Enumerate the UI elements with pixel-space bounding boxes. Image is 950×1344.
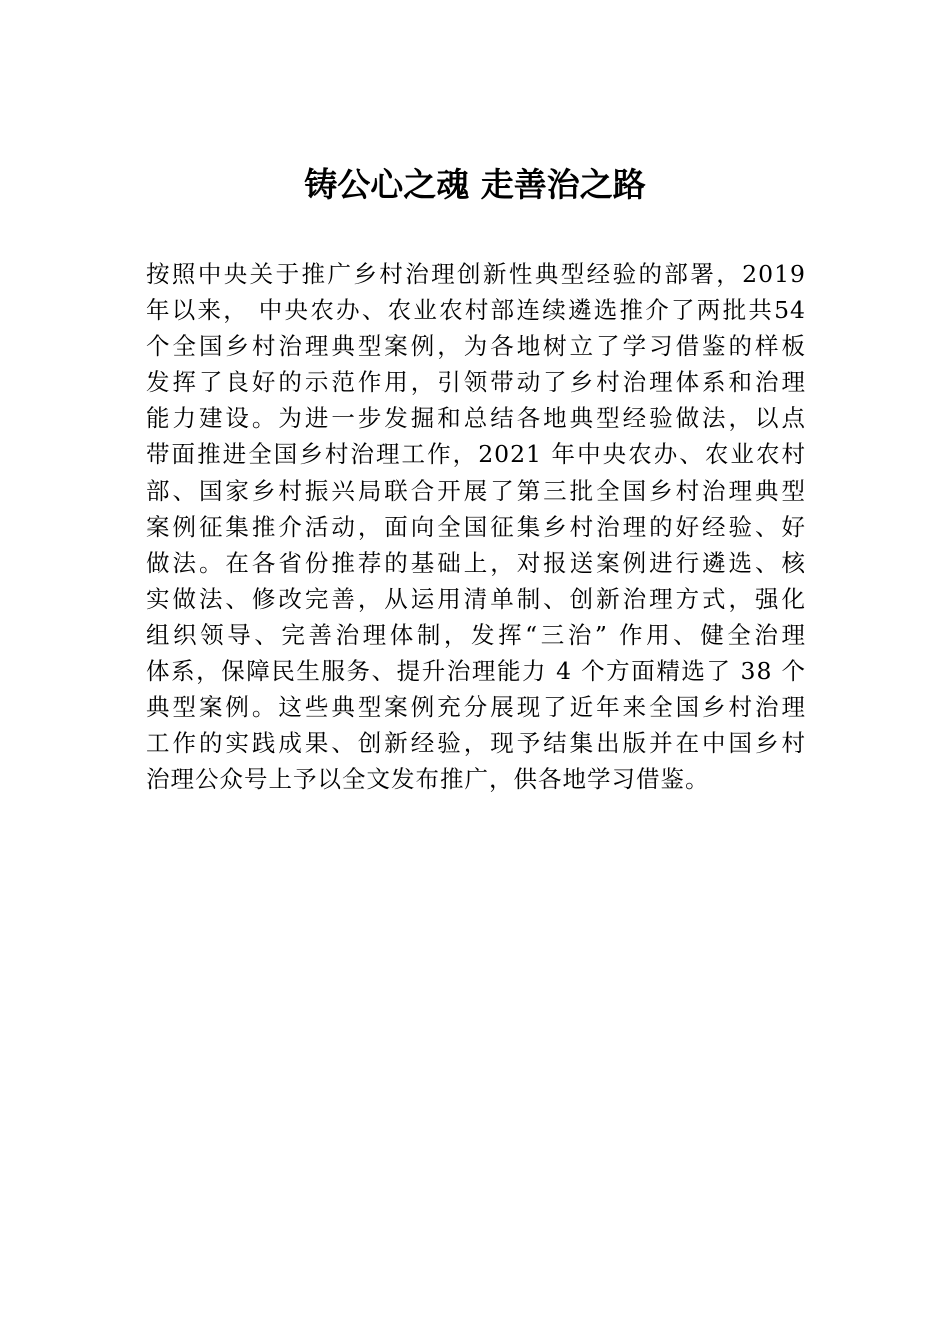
paragraph-line: 体系，保障民生服务、提升治理能力 4 个方面精选了 38 个 <box>146 657 806 686</box>
paragraph-line: 能力建设。为进一步发掘和总结各地典型经验做法，以点 <box>146 404 806 433</box>
paragraph-line: 典型案例。这些典型案例充分展现了近年来全国乡村治理 <box>146 693 806 722</box>
paragraph-line: 案例征集推介活动，面向全国征集乡村治理的好经验、好 <box>146 512 806 541</box>
paragraph-line: 年以来， 中央农办、农业农村部连续遴选推介了两批共54 <box>146 296 806 325</box>
paragraph-line: 部、国家乡村振兴局联合开展了第三批全国乡村治理典型 <box>146 476 806 505</box>
paragraph-line: 做法。在各省份推荐的基础上，对报送案例进行遴选、核 <box>146 548 806 577</box>
paragraph-line: 组织领导、完善治理体制，发挥“三治” 作用、健全治理 <box>146 620 806 649</box>
paragraph-line: 工作的实践成果、创新经验，现予结集出版并在中国乡村 <box>146 729 806 758</box>
paragraph-line: 发挥了良好的示范作用，引领带动了乡村治理体系和治理 <box>146 368 806 397</box>
paragraph-line: 个全国乡村治理典型案例，为各地树立了学习借鉴的样板 <box>146 332 806 361</box>
document-title: 铸公心之魂 走善治之路 <box>304 165 646 204</box>
body-paragraph <box>146 256 806 797</box>
paragraph-line: 治理公众号上予以全文发布推广，供各地学习借鉴。 <box>146 765 710 794</box>
paragraph-line: 带面推进全国乡村治理工作，2021 年中央农办、农业农村 <box>146 440 806 469</box>
paragraph-line: 按照中央关于推广乡村治理创新性典型经验的部署，2019 <box>146 260 806 288</box>
paragraph-line: 实做法、修改完善，从运用清单制、创新治理方式，强化 <box>146 584 806 613</box>
